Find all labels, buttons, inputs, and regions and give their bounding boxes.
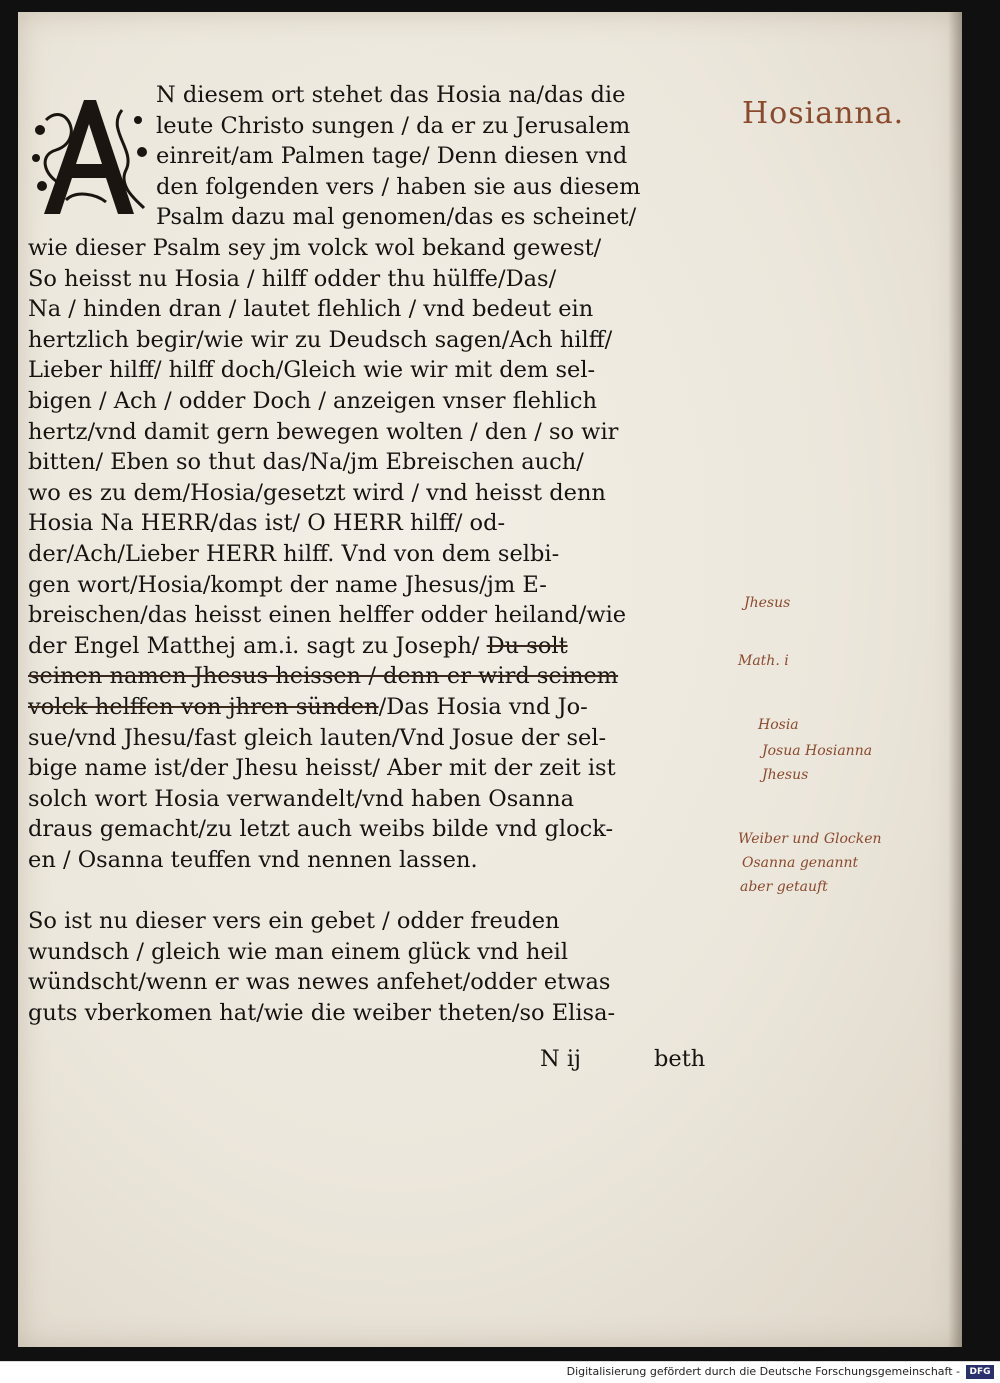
margin-note-hosianna: Hosianna. [742, 96, 905, 131]
text-segment: wie dieser Psalm sey jm volck wol bekand gewest/ [28, 235, 602, 261]
margin-note-hosia-line1: Hosia [758, 717, 799, 733]
text-line [28, 598, 626, 632]
text-line [28, 782, 574, 816]
text-line [28, 996, 615, 1030]
dfg-logo-icon: DFG [966, 1365, 994, 1379]
text-segment: gen wort/Hosia/kompt der name Jhesus/jm E- [28, 571, 547, 598]
text-line [156, 200, 636, 234]
text-line [28, 292, 593, 326]
text-segment: bigen / Ach / odder Doch / anzeigen vnser flehlich [28, 388, 597, 414]
text-line [156, 78, 625, 112]
text-line [28, 904, 560, 938]
text-segment: Lieber hilff/ hilff doch/Gleich wie wir mit dem sel- [28, 357, 596, 384]
text-segment: So heisst nu Hosia / hilff odder thu hülffe/Das/ [28, 265, 557, 292]
text-segment: Na / hinden dran / lautet flehlich / vnd bedeut ein [28, 296, 594, 323]
text-segment: den folgenden vers / haben sie aus diesem [156, 173, 641, 200]
text-line [28, 721, 606, 755]
text-line [28, 231, 601, 265]
text-line [28, 935, 568, 969]
margin-note-hosia-line3: Jhesus [762, 767, 809, 783]
text-segment: leute Christo sungen / da er zu Jerusalem [156, 112, 631, 139]
text-segment: hertzlich begir/wie wir zu Deudsch sagen/Ach hilff/ [28, 326, 613, 353]
text-line [28, 690, 588, 724]
text-line [156, 139, 627, 173]
text-line [28, 262, 556, 296]
margin-note-math: Math. i [738, 653, 789, 669]
margin-note-weiber-line3: aber getauft [740, 879, 828, 895]
margin-note-jhesus: Jhesus [744, 595, 791, 611]
text-segment: der/Ach/Lieber HERR hilff. Vnd von dem selbi- [28, 541, 560, 567]
footer-credit-text: Digitalisierung gefördert durch die Deutsche Forschungsgemeinschaft - [566, 1365, 960, 1378]
text-line [28, 812, 613, 846]
margin-note-weiber-line2: Osanna genannt [742, 855, 859, 871]
text-line [28, 751, 616, 785]
text-segment: einreit/am Palmen tage/ Denn diesen vnd [156, 143, 628, 170]
text-line [28, 323, 612, 357]
text-line [156, 109, 630, 143]
text-segment: der Engel Matthej am.i. sagt zu Joseph/ [28, 632, 487, 659]
text-segment: Hosia Na HERR/das ist/ O HERR hilff/ od- [28, 510, 506, 537]
text-segment: solch wort Hosia verwandelt/vnd haben Osanna [28, 785, 575, 812]
text-line [28, 965, 610, 999]
text-segment: hertz/vnd damit gern bewegen wolten / den / so wir [28, 418, 619, 445]
text-segment: bitten/ Eben so thut das/Na/jm Ebreischen auch/ [28, 449, 584, 476]
struck-text-segment: Du solt [486, 632, 568, 659]
text-line [28, 537, 559, 571]
text-line [28, 353, 595, 387]
text-segment: So ist nu dieser vers ein gebet / odder freuden [28, 908, 560, 935]
text-segment: /Das Hosia vnd Jo- [378, 694, 588, 720]
decorated-initial [26, 90, 150, 222]
text-line [28, 843, 478, 877]
text-segment: wo es zu dem/Hosia/gesetzt wird / vnd heisst denn [28, 479, 606, 506]
margin-note-hosia-line2: Josua Hosianna [762, 743, 873, 759]
struck-text-segment: volck helffen von jhren sünden [28, 694, 379, 720]
text-segment: N diesem ort stehet das Hosia na/das die [156, 82, 626, 108]
text-line [28, 629, 568, 663]
text-segment: sue/vnd Jhesu/fast gleich lauten/Vnd Josue der sel- [28, 724, 607, 751]
decorated-initial-a-icon [26, 90, 150, 222]
text-line [28, 415, 618, 449]
text-line [28, 568, 547, 602]
struck-text-segment: seinen namen Jhesus heissen / denn er wird seinem [28, 663, 619, 690]
text-segment: guts vberkomen hat/wie die weiber theten/so Elisa- [28, 1000, 616, 1026]
catchwords-line [28, 1042, 728, 1076]
text-segment: wündscht/wenn er was newes anfehet/odder etwas [28, 969, 611, 996]
catchword: beth [654, 1046, 706, 1072]
text-segment: en / Osanna teuffen vnd nennen lassen. [28, 847, 478, 873]
text-line [28, 659, 618, 693]
text-line [28, 384, 597, 418]
text-line [28, 445, 584, 479]
text-segment: Psalm dazu mal genomen/das es scheinet/ [156, 204, 637, 231]
text-segment: breischen/das heisst einen helffer odder heiland/wie [28, 602, 627, 629]
page-gutter-shadow [948, 12, 962, 1347]
text-segment: wundsch / gleich wie man einem glück vnd heil [28, 938, 569, 965]
margin-note-weiber-line1: Weiber und Glocken [738, 831, 882, 847]
text-segment: draus gemacht/zu letzt auch weibs bilde vnd glock- [28, 816, 614, 843]
text-line [28, 506, 505, 540]
text-segment: bige name ist/der Jhesu heisst/ Aber mit der zeit ist [28, 755, 616, 782]
text-line [156, 170, 640, 204]
footer-bar [0, 1361, 1000, 1383]
text-line [28, 476, 606, 510]
signature-mark: N ij [540, 1046, 582, 1072]
